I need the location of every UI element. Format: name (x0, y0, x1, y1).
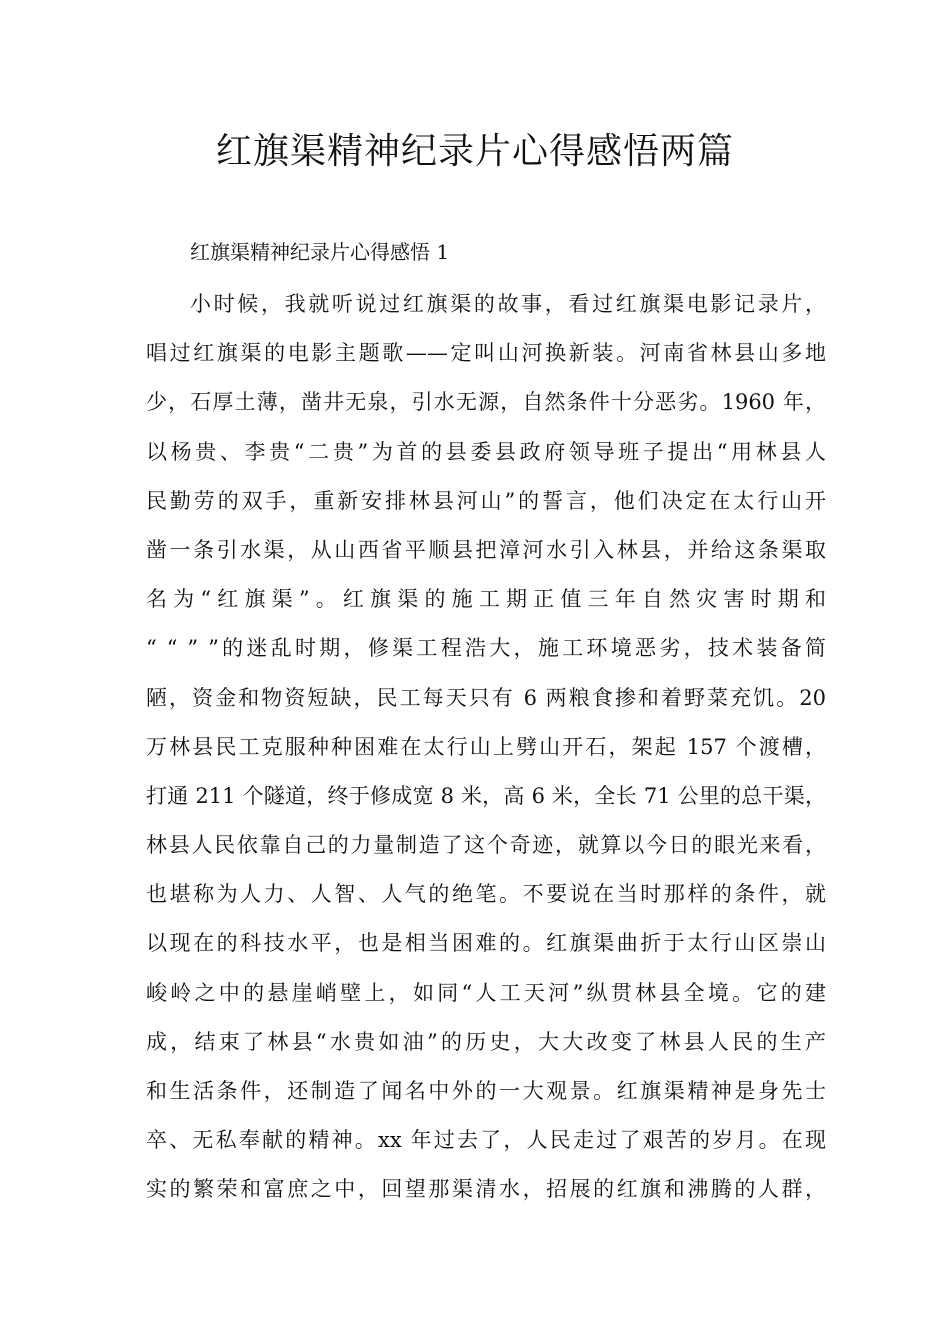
paragraph-line: 唱过红旗渠的电影主题歌——定叫山河换新装。河南省林县山多地 (146, 341, 826, 366)
paragraph-line: 以杨贵、李贵“二贵”为首的县委县政府领导班子提出“用林县人 (146, 439, 826, 464)
paragraph-line: 实的繁荣和富庶之中，回望那渠清水，招展的红旗和沸腾的人群， (146, 1177, 826, 1202)
paragraph-line: 也堪称为人力、人智、人气的绝笔。不要说在当时那样的条件，就 (146, 882, 826, 907)
paragraph-line: 民勤劳的双手，重新安排林县河山”的誓言，他们决定在太行山开 (146, 488, 826, 513)
paragraph-line: 成，结束了林县“水贵如油”的历史，大大改变了林县人民的生产 (146, 1029, 826, 1054)
paragraph-line: 万林县民工克服种种困难在太行山上劈山开石，架起 157 个渡槽， (146, 734, 826, 759)
paragraph-line: 打通 211 个隧道，终于修成宽 8 米，高 6 米，全长 71 公里的总干渠， (146, 783, 826, 808)
section-heading: 红旗渠精神纪录片心得感悟 1 (190, 240, 450, 264)
paragraph-line: 名为“红旗渠”。红旗渠的施工期正值三年自然灾害时期和 (146, 587, 826, 612)
paragraph-line: 凿一条引水渠，从山西省平顺县把漳河水引入林县，并给这条渠取 (146, 537, 826, 562)
paragraph-line: 以现在的科技水平，也是相当困难的。红旗渠曲折于太行山区崇山 (146, 931, 826, 956)
paragraph-line: 卒、无私奉献的精神。xx 年过去了，人民走过了艰苦的岁月。在现 (146, 1128, 826, 1153)
paragraph-line: 小时候，我就听说过红旗渠的故事，看过红旗渠电影记录片， (190, 292, 826, 316)
paragraph-line: 峻岭之中的悬崖峭壁上，如同“人工天河”纵贯林县全境。它的建 (146, 980, 826, 1005)
paragraph-line: 林县人民依靠自己的力量制造了这个奇迹，就算以今日的眼光来看， (146, 833, 826, 858)
paragraph-line: 少，石厚土薄，凿井无泉，引水无源，自然条件十分恶劣。1960 年， (146, 390, 826, 415)
paragraph-line: “ “ ” ”的迷乱时期，修渠工程浩大，施工环境恶劣，技术装备简 (146, 636, 826, 661)
document-title: 红旗渠精神纪录片心得感悟两篇 (215, 131, 734, 172)
body-paragraph (146, 280, 826, 1215)
paragraph-line: 陋，资金和物资短缺，民工每天只有 6 两粮食掺和着野菜充饥。20 (146, 685, 826, 710)
paragraph-line: 和生活条件，还制造了闻名中外的一大观景。红旗渠精神是身先士 (146, 1079, 826, 1103)
